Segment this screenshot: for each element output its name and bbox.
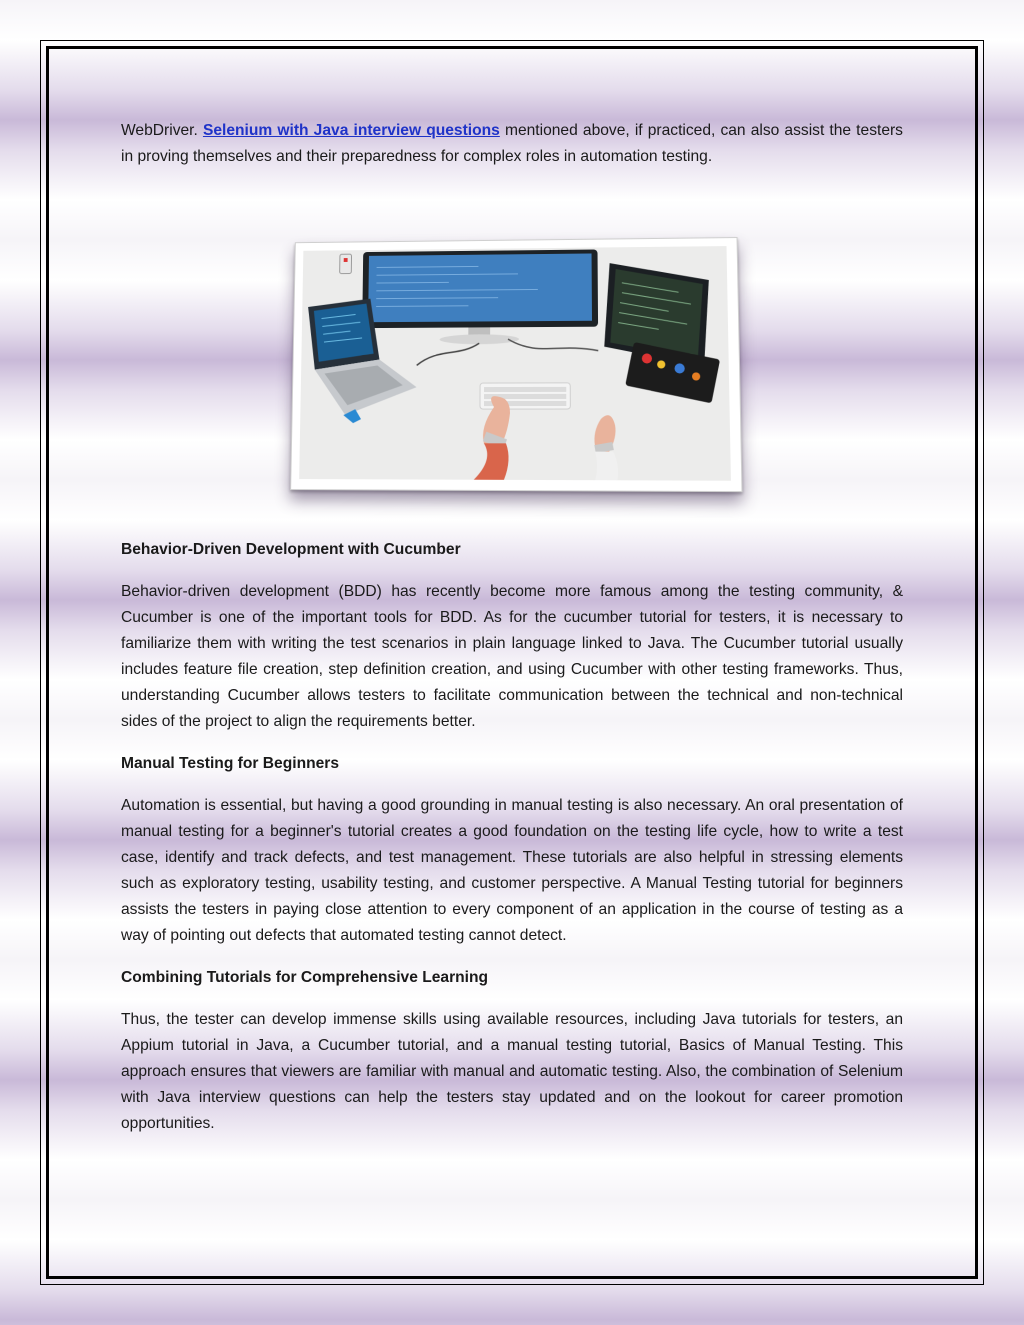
section-body-manual-testing: Automation is essential, but having a good grounding in manual testing is also necessary. An oral presentation of manual testing for a beginner's tutorial creates a good foundation on the testing life cycle, how to write a test case, identify and track defects, and test management. These tutorials are also helpful in stressing elements such as exploratory testing, usability testing, and customer perspective. A Manual Testing tutorial for beginners assists the testers in paying close attention to every component of an application in the course of testing as a way of pointing out defects that automated testing cannot detect. [121,797,903,944]
selenium-java-link[interactable]: Selenium with Java interview questions [202,122,500,139]
section-heading-manual-testing: Manual Testing for Beginners [121,755,340,772]
desk-illustration [299,246,731,481]
article-sections [121,537,903,1137]
workspace-photo [289,238,735,500]
intro-prefix: WebDriver. [121,122,203,139]
section-body-bdd: Behavior-driven development (BDD) has recently become more famous among the testing community, & Cucumber is one of the important tools for BDD. As for the cucumber tutorial for testers, it is necessary to familiarize them with writing the test scenarios in plain language linked to Java. The Cucumber tutorial usually includes feature file creation, step definition creation, and using Cucumber with other testing frameworks. Thus, understanding Cucumber allows testers to facilitate communication between the technical and non-technical sides of the project to align the requirements better. [121,583,903,730]
intro-suffix: mentioned above, if practiced, can also assist the testers in proving themselves and their preparedness for complex roles in automation testing. [121,122,903,165]
section-heading-combining-tutorials: Combining Tutorials for Comprehensive Learning [121,969,489,986]
intro-block [121,118,903,170]
intro-paragraph [121,118,903,170]
section-body-combining-tutorials: Thus, the tester can develop immense skills using available resources, including Java tutorials for testers, an Appium tutorial in Java, a Cucumber tutorial, and a manual testing tutorial, Basics of Manual Testing. This approach ensures that viewers are familiar with manual and automatic testing. Also, the combination of Selenium with Java interview questions can help the testers stay updated and on the lookout for career promotion opportunities. [121,1011,903,1132]
section-heading-bdd: Behavior-Driven Development with Cucumber [121,541,461,558]
photo-frame [290,237,742,492]
